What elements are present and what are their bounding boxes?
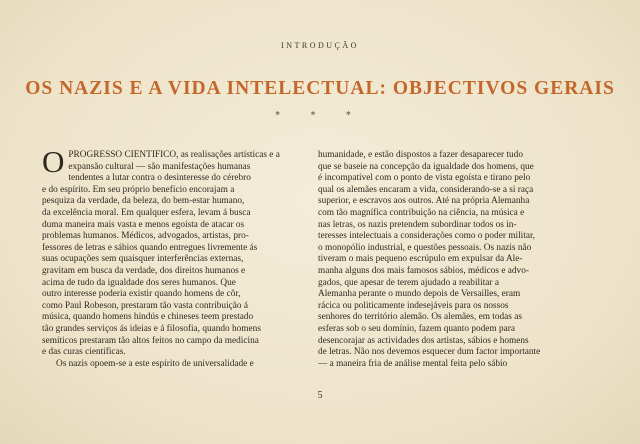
text-line: acima de tudo da igualdade dos seres humanos. Que <box>42 277 236 288</box>
text-line: tão grandes serviços ás ideias e á filosofia, quando homens <box>42 323 261 334</box>
text-line: tendentes a lutar contra o desinteresse do cérebro <box>68 173 251 184</box>
text-line: de letras. Não nos devemos esquecer dum factor importante <box>318 347 541 358</box>
text-line: e das curas científicas. <box>42 347 126 358</box>
text-line: nas letras, os nazis pretendem subordinar todos os in- <box>318 219 517 230</box>
text-line: semíticos prestaram tão altos feitos no campo da medicina <box>42 335 259 346</box>
text-line: com tão magnífica contribuição na ciência, na música e <box>318 207 525 218</box>
text-line: Os nazis opoem-se a este espírito de universalidade e <box>56 358 254 369</box>
text-line: tiveram o mais pequeno escrúpulo em expulsar da Ale- <box>318 254 523 265</box>
text-line: como Paul Robeson, prestaram tão vasta contribuição á <box>42 300 249 311</box>
text-line: — a maneira fria de análise mental feita pelo sábio <box>318 358 508 369</box>
left-column <box>42 144 303 370</box>
text-line: esferas sob o seu domínio, fazem quanto podem para <box>318 323 515 334</box>
text-line: duma maneira mais vasta e menos egoísta de atacar os <box>42 219 245 230</box>
text-line: pesquiza da verdade, da beleza, do bem-estar humano, <box>42 196 245 207</box>
text-line: humanidade, e estão dispostos a fazer desaparecer tudo <box>318 150 523 160</box>
text-line: que se baseie na concepção da igualdade dos homens, que <box>318 161 534 172</box>
text-line: manha alguns dos mais famosos sábios, médicos e advo- <box>318 265 529 276</box>
text-line: teresses intelectuais a considerações como o poder militar, <box>318 231 535 242</box>
chapter-title: OS NAZIS E A VIDA INTELECTUAL: OBJECTIVOS GERAIS <box>25 78 615 99</box>
text-line: o monopólio industrial, e questões pessoais. Os nazis não <box>318 242 532 253</box>
text-line: superior, e escravos aos outros. Até na própria Alemanha <box>318 196 530 207</box>
right-column <box>318 150 583 370</box>
text-line: música, quando homens hindús e chineses teem prestado <box>42 312 254 323</box>
page-number: 5 <box>317 390 323 401</box>
text-line: é incompatível com o ponto de vista egoísta e tirano pelo <box>318 173 531 184</box>
drop-cap: O <box>42 144 65 179</box>
text-line: gravitam em busca da verdade, dos direitos humanos e <box>42 265 246 276</box>
text-line: da excelência moral. Em qualquer esfera, levam á busca <box>42 207 251 218</box>
text-line: senhores do território alemão. Os alemães, em todas as <box>318 312 522 323</box>
text-line: qual os alemães encaram a vida, considerando-se a si raça <box>318 184 534 195</box>
text-line: outro interesse poderia existir quando homens de côr, <box>42 289 241 300</box>
text-line: Alemanha perante o mundo depois de Versailles, eram <box>318 289 521 300</box>
text-line: expansão cultural — são manifestações humanas <box>68 161 251 172</box>
text-line: desencorajar as actividades dos artistas, sábios e homens <box>318 335 529 346</box>
section-kicker: INTRODUÇÃO <box>281 41 359 50</box>
text-line: e do espírito. Em seu próprio benefício encorajam a <box>42 184 235 195</box>
text-line: problemas humanos. Médicos, advogados, artistas, pro- <box>42 231 249 242</box>
text-line: gados, que apesar de terem ajudado a reabilitar a <box>318 277 499 288</box>
text-line: suas ocupações sem quaisquer interferências externas, <box>42 254 244 265</box>
ornament-asterisks: * * * <box>275 111 365 121</box>
text-line: PROGRESSO CIÊNTIFICO, as realisações artísticas e a <box>68 150 280 160</box>
text-line: fessores de letras e sábios quando entregues livremente ás <box>42 242 258 253</box>
text-line: rácica ou politicamente indesejáveis para os nossos <box>318 300 509 311</box>
